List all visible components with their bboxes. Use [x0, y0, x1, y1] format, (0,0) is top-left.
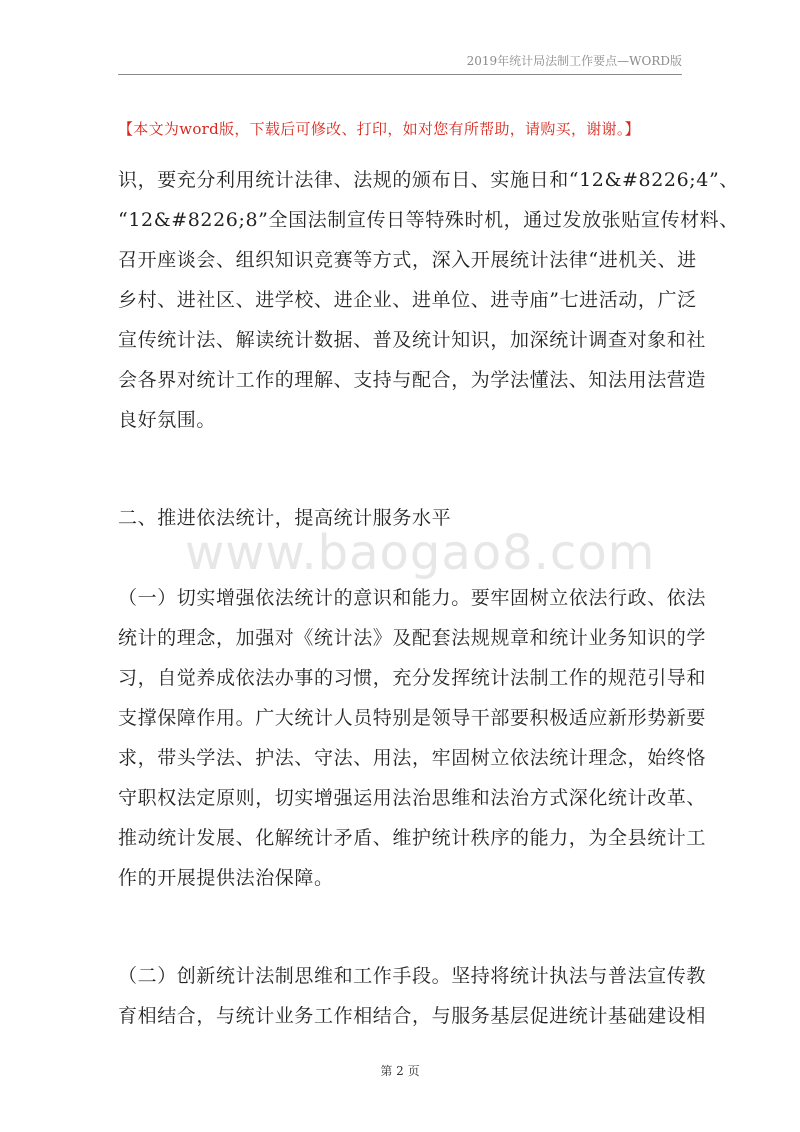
text-line: 支撑保障作用。广大统计人员特别是领导干部要积极适应新形势新要 [118, 707, 707, 729]
watermark-text: www.baogao8.com [185, 525, 656, 581]
text-line: （一）切实增强依法统计的意识和能力。要牢固树立依法行政、依法 [118, 587, 707, 609]
paragraph-promotion [118, 160, 739, 440]
text-line: 良好氛围。 [118, 409, 217, 431]
running-header [118, 52, 682, 75]
text-line: 推动统计发展、化解统计矛盾、维护统计秩序的能力，为全县统计工 [118, 827, 707, 849]
text-line: 识，要充分利用统计法律、法规的颁布日、实施日和“12&#8226;4”、 [118, 169, 739, 191]
text-line: 乡村、进社区、进学校、进企业、进单位、进寺庙”七进活动，广泛 [118, 289, 697, 311]
text-line: 会各界对统计工作的理解、支持与配合，为学法懂法、知法用法营造 [118, 369, 707, 391]
section-heading [118, 498, 684, 538]
download-notice: 【本文为word版，下载后可修改、打印，如对您有所帮助，请购买，谢谢。】 [118, 120, 640, 138]
text-line: （二）创新统计法制思维和工作手段。坚持将统计执法与普法宣传教 [118, 965, 707, 987]
heading-line: 二、推进依法统计，提高统计服务水平 [118, 507, 452, 529]
text-line: 统计的理念，加强对《统计法》及配套法规规章和统计业务知识的学 [118, 627, 707, 649]
paragraph-point-one [118, 578, 707, 898]
text-line: 作的开展提供法治保障。 [118, 867, 334, 889]
text-line: 习，自觉养成依法办事的习惯，充分发挥统计法制工作的规范引导和 [118, 667, 707, 689]
text-line: 宣传统计法、解读统计数据、普及统计知识，加深统计调查对象和社 [118, 329, 707, 351]
text-line: 召开座谈会、组织知识竞赛等方式，深入开展统计法律“进机关、进 [118, 249, 697, 271]
running-title: 2019年统计局法制工作要点—WORD版 [466, 54, 682, 68]
page-number: 第 2 页 [380, 1064, 420, 1078]
text-line: 育相结合，与统计业务工作相结合，与服务基层促进统计基础建设相 [118, 1005, 707, 1027]
paragraph-point-two [118, 956, 707, 1036]
text-line: 求，带头学法、护法、守法、用法，牢固树立依法统计理念，始终恪 [118, 747, 707, 769]
text-line: “12&#8226;8”全国法制宣传日等特殊时机，通过发放张贴宣传材料、 [118, 209, 739, 231]
text-line: 守职权法定原则，切实增强运用法治思维和法治方式深化统计改革、 [118, 787, 707, 809]
